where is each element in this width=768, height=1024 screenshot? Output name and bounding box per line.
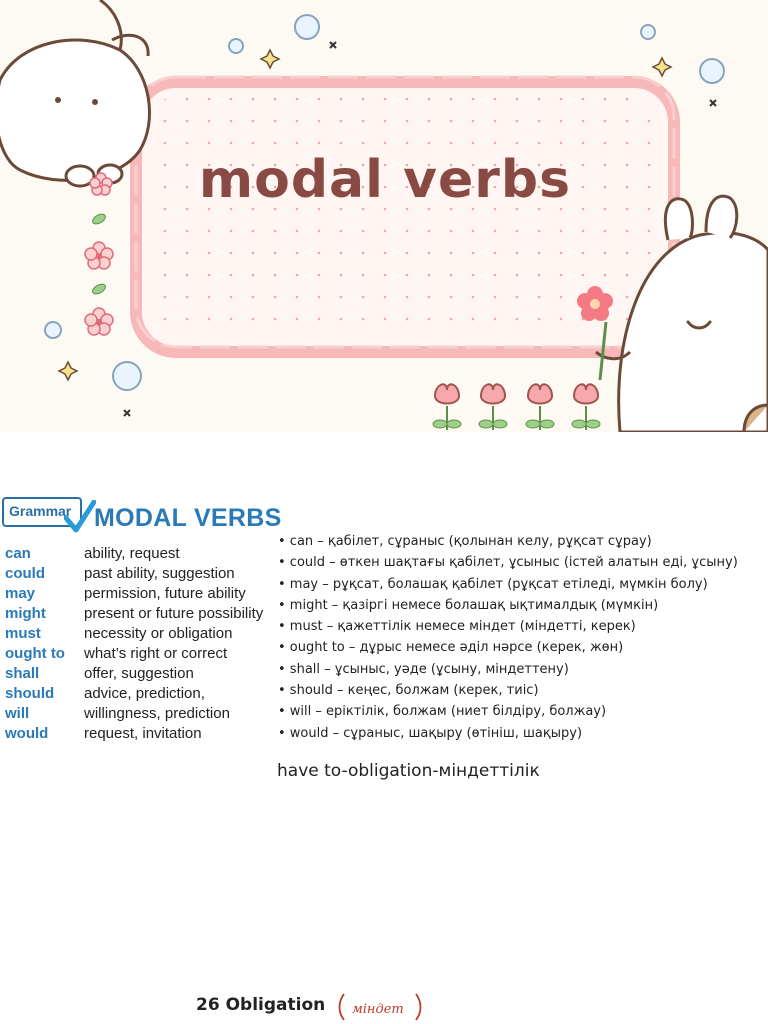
tulip-row-icon — [433, 384, 600, 430]
small-flower-icon — [85, 242, 113, 269]
kazakh-list-item: • could – өткен шақтағы қабілет, ұсыныс (істей алатын еді, ұсыну) — [278, 555, 738, 571]
kazakh-list-item: • would – сұраныс, шақыру (өтініш, шақыру) — [278, 725, 583, 741]
verb-term: will — [5, 705, 30, 722]
banner-illustration — [0, 0, 768, 432]
verb-term: must — [5, 625, 41, 642]
grammar-title: MODAL VERBS — [94, 504, 282, 532]
kazakh-list-item: • ought to – дұрыс немесе әділ нәрсе (керек, жөн) — [278, 640, 624, 656]
verb-meaning: past ability, suggestion — [84, 565, 235, 582]
verb-meaning: present or future possibility — [84, 605, 264, 622]
banner-title: modal verbs — [198, 150, 572, 210]
verb-meaning: ability, request — [84, 545, 180, 562]
verb-meaning: willingness, prediction — [84, 705, 230, 722]
verb-meaning: necessity or obligation — [84, 625, 233, 642]
leaf-icon — [91, 282, 107, 296]
verb-term: could — [5, 565, 45, 582]
kazakh-list-item: • will – еріктілік, болжам (ниет білдіру, болжау) — [278, 704, 607, 720]
header-banner — [0, 0, 768, 432]
have-to-note: have to-obligation-міндеттілік — [277, 761, 540, 781]
verb-term: shall — [5, 665, 40, 682]
kazakh-list-item: • may – рұқсат, болашақ қабілет (рұқсат етіледі, мүмкін болу) — [278, 576, 708, 592]
kazakh-translation-list — [278, 534, 738, 747]
verb-meaning: request, invitation — [84, 725, 202, 742]
verb-meaning: advice, prediction, — [84, 685, 205, 702]
handwritten-text: міндет — [352, 1002, 404, 1017]
kazakh-list-item: • should – кеңес, болжам (керек, тиіс) — [278, 683, 539, 699]
handwritten-annotation — [338, 990, 424, 1024]
kazakh-list-item: • can – қабілет, сұраныс (қолынан келу, рұқсат сұрау) — [278, 534, 652, 549]
small-flower-icon — [85, 308, 113, 335]
kazakh-list-item: • might – қазіргі немесе болашақ ықтималдық (мүмкін) — [278, 597, 659, 613]
grammar-badge-label: Grammar — [9, 503, 72, 519]
verb-meaning: offer, suggestion — [84, 665, 194, 682]
verb-meaning: what’s right or correct — [84, 645, 228, 662]
verb-term: might — [5, 605, 46, 622]
checkmark-icon — [64, 500, 96, 534]
verb-meaning: permission, future ability — [84, 585, 246, 602]
verb-term: can — [5, 545, 31, 562]
bunny-left-illustration — [0, 0, 150, 186]
verb-term: should — [5, 685, 55, 702]
leaf-icon — [91, 212, 107, 226]
kazakh-list-item: • must – қажеттілік немесе міндет (міндетті, керек) — [278, 619, 636, 635]
verb-term: may — [5, 585, 36, 602]
footer-heading: 26 Obligation — [196, 995, 326, 1015]
verb-term: ought to — [5, 645, 65, 662]
verb-term: would — [5, 725, 49, 742]
kazakh-list-item: • shall – ұсыныс, уәде (ұсыну, міндеттену) — [278, 661, 569, 677]
